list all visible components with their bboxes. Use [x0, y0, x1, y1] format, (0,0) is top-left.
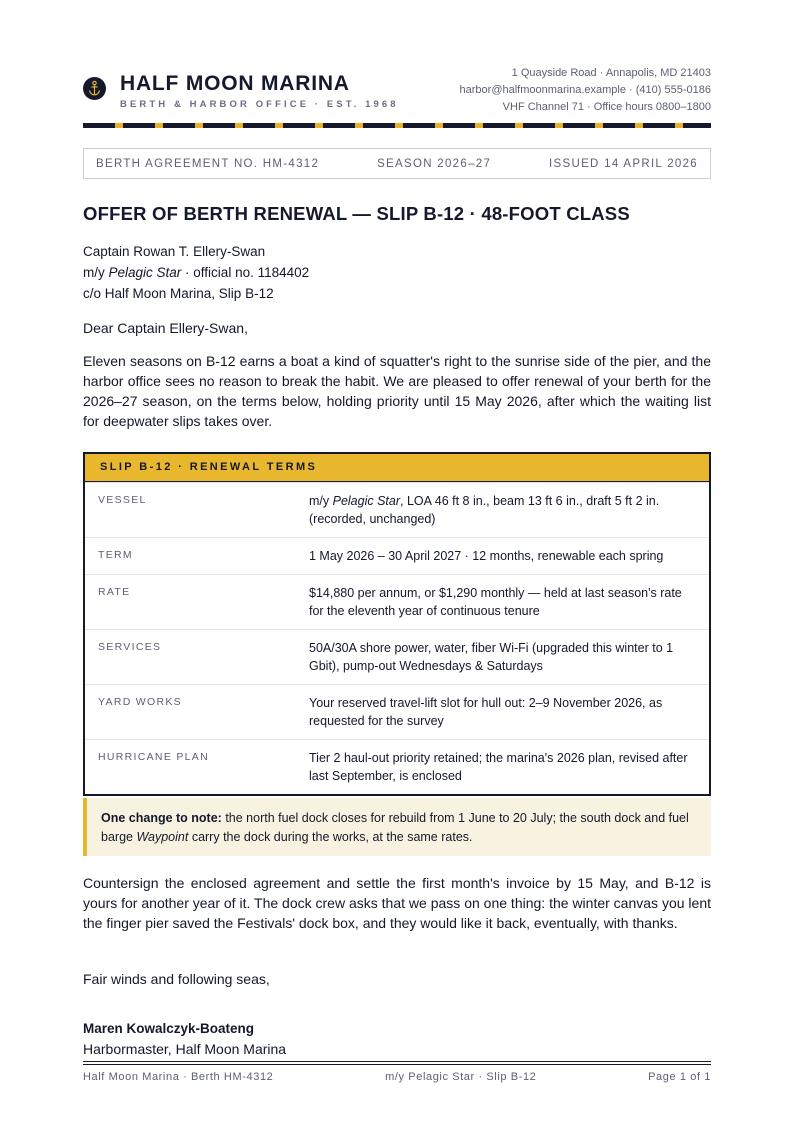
footer-left: Half Moon Marina · Berth HM-4312: [83, 1071, 274, 1083]
anchor-icon: [83, 77, 106, 100]
body-paragraph-2: Countersign the enclosed agreement and settle the first month's invoice by 15 May, and B-12 is yours for another year of it. The dock crew asks that we pass on one thing: the winter canvas you lent the finger pier saved the Festivals' dock box, and they would like it back, eventually, with thanks.: [83, 875, 711, 931]
page-footer: [83, 1071, 711, 1083]
terms-label: VESSEL: [98, 494, 147, 506]
vessel-name: Pelagic Star: [108, 265, 182, 280]
contact-vhf-hours: VHF Channel 71 · Office hours 0800–1800: [502, 101, 711, 113]
header-rule: [83, 123, 711, 128]
agreement-bar: [83, 148, 711, 179]
footer-center: m/y Pelagic Star · Slip B-12: [385, 1071, 537, 1083]
change-note-callout: One change to note: the north fuel dock closes for rebuild from 1 June to 20 July; the south dock and fuel barge Waypoint carry the dock during the works, at the same rates.: [83, 798, 711, 856]
terms-row-rate: [85, 574, 709, 629]
terms-label: RATE: [98, 586, 131, 598]
recipient-address: [83, 241, 309, 304]
renewal-terms-table: [83, 452, 711, 796]
terms-row-hurricane-plan: [85, 739, 709, 794]
barge-name: Waypoint: [136, 830, 189, 844]
terms-value: 1 May 2026 – 30 April 2027 · 12 months, renewable each spring: [309, 549, 664, 563]
terms-heading: SLIP B-12 · RENEWAL TERMS: [85, 454, 709, 482]
agreement-season: SEASON 2026–27: [377, 157, 492, 170]
contact-block: [460, 65, 711, 116]
contact-address: 1 Quayside Road · Annapolis, MD 21403: [511, 67, 711, 79]
body-paragraph-1: Eleven seasons on B-12 earns a boat a kind of squatter's right to the sunrise side of the pier, and the harbor office sees no reason to break the habit. We are pleased to offer renewal of your berth for the 2026–27 season, on the terms below, holding priority until 15 May 2026, after which the waiting list for deepwater slips takes over.: [83, 353, 711, 429]
terms-row-services: [85, 629, 709, 684]
signatory-role: Harbormaster, Half Moon Marina: [83, 1041, 287, 1057]
agreement-number: BERTH AGREEMENT NO. HM-4312: [96, 157, 320, 170]
recipient-name: Captain Rowan T. Ellery-Swan: [83, 244, 266, 259]
terms-value: Tier 2 haul-out priority retained; the marina's 2026 plan, revised after last September, is enclosed: [309, 751, 688, 783]
terms-label: YARD WORKS: [98, 696, 182, 708]
page-number: Page 1 of 1: [648, 1071, 711, 1083]
terms-label: HURRICANE PLAN: [98, 751, 209, 763]
terms-value: $14,880 per annum, or $1,290 monthly — held at last season's rate for the eleventh year of continuous tenure: [309, 586, 682, 618]
terms-row-term: [85, 537, 709, 574]
terms-row-yard-works: [85, 684, 709, 739]
recipient-vessel: m/y Pelagic Star · official no. 1184402: [83, 265, 310, 280]
footer-rule: [83, 1061, 711, 1062]
note-lead: One change to note:: [101, 811, 222, 825]
contact-email-phone: harbor@halfmoonmarina.example · (410) 555-0186: [459, 84, 711, 96]
agreement-issued: ISSUED 14 APRIL 2026: [549, 157, 698, 170]
marina-subtitle: BERTH & HARBOR OFFICE · EST. 1968: [120, 99, 399, 110]
closing-line: Fair winds and following seas,: [83, 971, 270, 987]
signatory-name: Maren Kowalczyk-Boateng: [83, 1021, 255, 1036]
salutation: Dear Captain Ellery-Swan,: [83, 320, 248, 336]
terms-label: SERVICES: [98, 641, 162, 653]
recipient-care-of: c/o Half Moon Marina, Slip B-12: [83, 286, 274, 301]
terms-row-vessel: [85, 482, 709, 537]
footer-rule: [83, 1064, 711, 1065]
terms-value: 50A/30A shore power, water, fiber Wi-Fi (upgraded this winter to 1 Gbit), pump-out Wednesdays & Saturdays: [309, 641, 674, 673]
terms-label: TERM: [98, 549, 133, 561]
marina-name: HALF MOON MARINA: [120, 72, 350, 95]
letter-page: [83, 0, 711, 1123]
terms-value: m/y Pelagic Star, LOA 46 ft 8 in., beam 13 ft 6 in., draft 5 ft 2 in. (recorded, unchanged): [309, 494, 660, 526]
terms-value: Your reserved travel-lift slot for hull out: 2–9 November 2026, as requested for the survey: [309, 696, 663, 728]
document-title: OFFER OF BERTH RENEWAL — SLIP B-12 · 48-FOOT CLASS: [83, 203, 630, 224]
